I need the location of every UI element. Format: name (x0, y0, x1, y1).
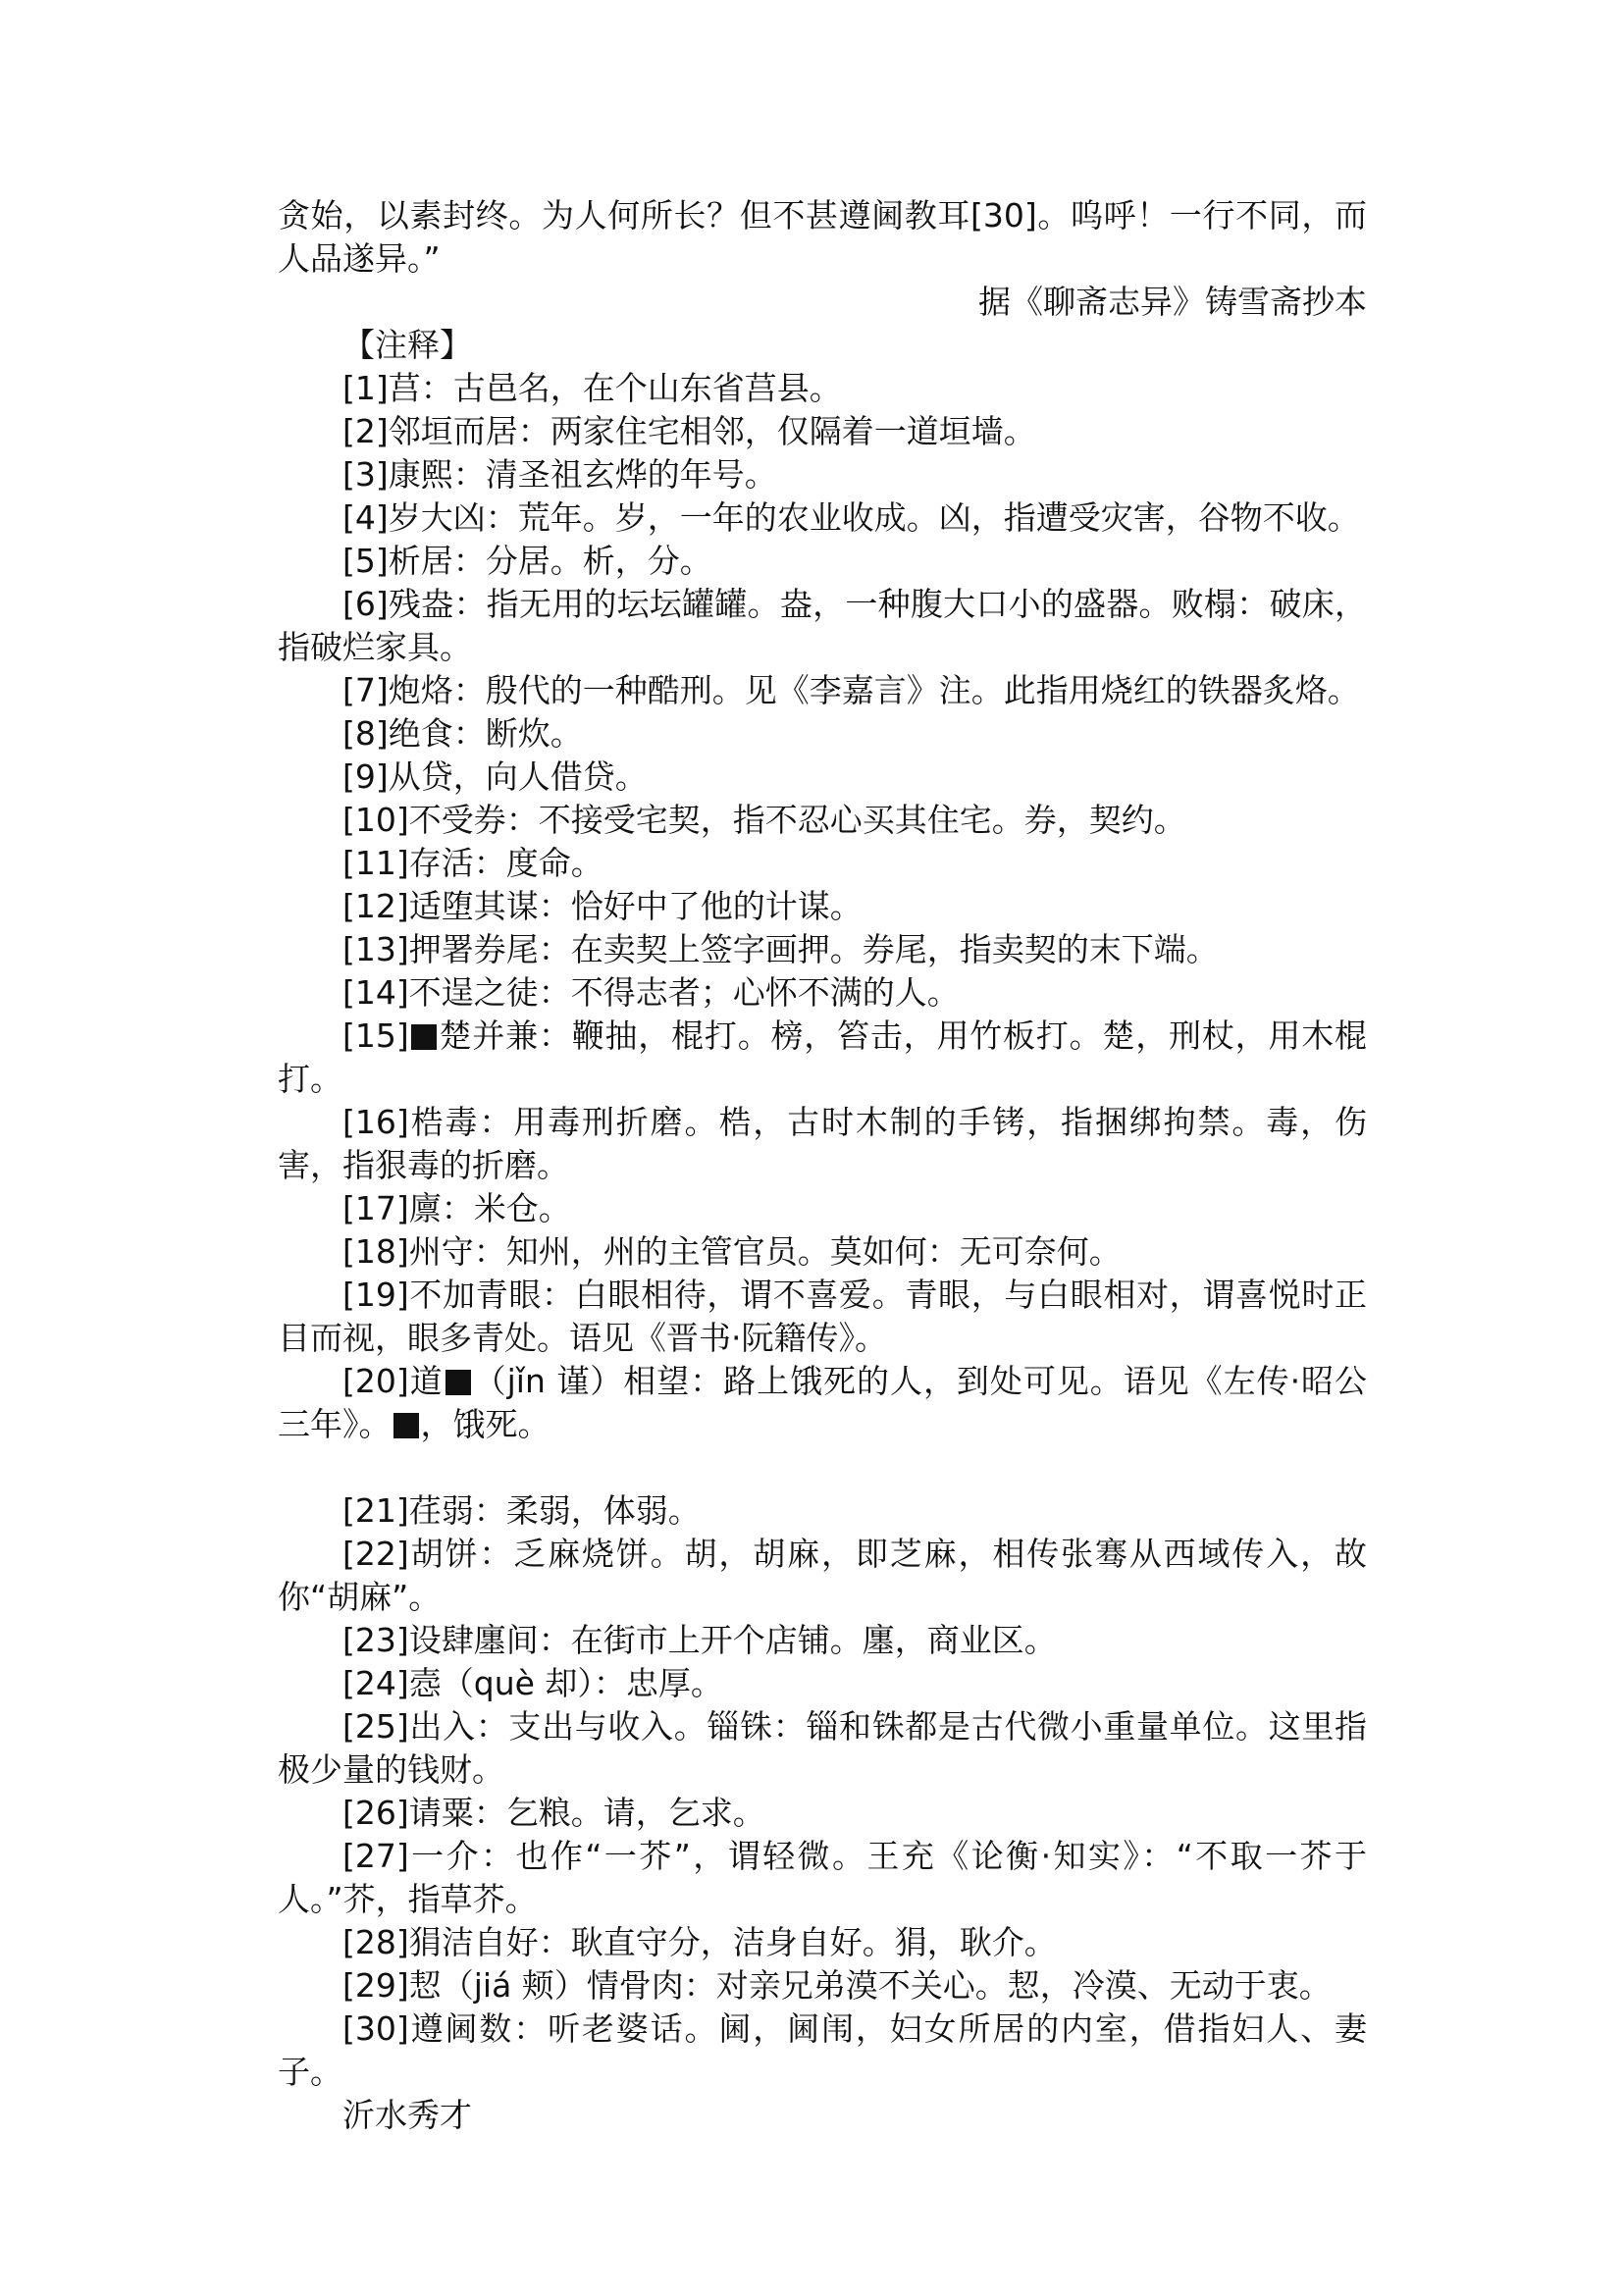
story-closing-paragraph: 贪始，以素封终。为人何所长？但不甚遵阃教耳[30]。呜呼！一行不同，而人品遂异。” (278, 196, 1367, 278)
annotation-item: [5]析居：分居。析，分。 (342, 542, 712, 580)
annotation-item: [4]岁大凶：荒年。岁，一年的农业收成。凶，指遭受灾害，谷物不收。 (342, 498, 1360, 537)
annotation-item: [24]悫（què 却）：忠厚。 (342, 1664, 723, 1702)
annotation-item-15 (278, 1015, 1367, 1101)
annotation-item: [3]康熙：清圣祖玄烨的年号。 (342, 455, 777, 494)
document-body (278, 194, 1367, 2137)
next-story-title: 沂水秀才 (342, 2096, 472, 2134)
annotation-text: （jǐn 谨）相望：路上饿死的人，到处可见。语见《左传·昭公三年》。 (278, 1362, 1368, 1443)
notes-heading: 【注释】 (342, 326, 472, 364)
annotation-item: [1]莒：古邑名，在个山东省莒县。 (342, 369, 842, 407)
annotation-item: [13]押署券尾：在卖契上签字画押。券尾，指卖契的末下端。 (342, 930, 1219, 968)
annotation-item: [7]炮烙：殷代的一种酷刑。见《李嘉言》注。此指用烧红的铁器炙烙。 (342, 671, 1360, 709)
blank-line (278, 1446, 1367, 1489)
annotation-text: [20]道 (342, 1362, 444, 1400)
annotation-text: 楚并兼：鞭抽，棍打。榜，笞击，用竹板打。楚，刑杖，用木棍打。 (278, 1017, 1367, 1098)
annotation-item: [30]遵阃数：听老婆话。阃，阃闱，妇女所居的内室，借指妇人、妻子。 (278, 2009, 1367, 2091)
annotation-item: [26]请粟：乞粮。请，乞求。 (342, 1794, 765, 1832)
annotation-item: [9]从贷，向人借贷。 (342, 757, 648, 796)
annotation-item: [8]绝食：断炊。 (342, 714, 583, 753)
missing-glyph-block (393, 1413, 419, 1438)
annotation-item: [19]不加青眼：白眼相待，谓不喜爱。青眼，与白眼相对，谓喜悦时正目而视，眼多青处。语见《晋书·阮籍传》。 (278, 1276, 1367, 1357)
annotation-item: [27]一介：也作“一芥”，谓轻微。王充《论衡·知实》：“不取一芥于人。”芥，指草芥。 (278, 1837, 1367, 1918)
annotation-item: [2]邻垣而居：两家住宅相邻，仅隔着一道垣墙。 (342, 412, 1036, 450)
annotation-item: [12]适堕其谋：恰好中了他的计谋。 (342, 887, 863, 925)
annotation-item: [16]梏毒：用毒刑折磨。梏，古时木制的手铐，指捆绑拘禁。毒，伤害，指狠毒的折磨。 (278, 1103, 1367, 1184)
annotation-item: [22]胡饼：乏麻烧饼。胡，胡麻，即芝麻，相传张骞从西域传入，故你“胡麻”。 (278, 1535, 1367, 1616)
annotation-number: [15] (342, 1017, 409, 1055)
annotation-item: [18]州守：知州，州的主管官员。莫如何：无可奈何。 (342, 1232, 1122, 1271)
annotation-item: [14]不逞之徒：不得志者；心怀不满的人。 (342, 973, 960, 1012)
annotation-item: [28]狷洁自好：耿直守分，洁身自好。狷，耿介。 (342, 1923, 1057, 1961)
missing-glyph-block (411, 1024, 437, 1050)
annotation-list (278, 367, 1367, 2094)
annotation-text: ，饿死。 (420, 1405, 550, 1443)
source-citation: 据《聊斋志异》铸雪斋抄本 (978, 283, 1367, 321)
annotation-item: [29]恝（jiá 颊）情骨肉：对亲兄弟漠不关心。恝，冷漠、无动于衷。 (342, 1966, 1332, 2005)
annotation-item: [25]出入：支出与收入。锱铢：锱和铢都是古代微小重量单位。这里指极少量的钱财。 (278, 1707, 1367, 1789)
annotation-item: [23]设肆廛间：在街市上开个店铺。廛，商业区。 (342, 1621, 1057, 1659)
annotation-item: [21]荏弱：柔弱，体弱。 (342, 1491, 701, 1530)
annotation-item: [17]廪：米仓。 (342, 1189, 571, 1227)
annotation-item: [6]残盎：指无用的坛坛罐罐。盎，一种腹大口小的盛器。败榻：破床，指破烂家具。 (278, 585, 1367, 666)
missing-glyph-block (445, 1370, 471, 1395)
annotation-item-20 (278, 1360, 1367, 1446)
annotation-item: [11]存活：度命。 (342, 844, 603, 882)
annotation-item: [10]不受券：不接受宅契，指不忍心买其住宅。券，契约。 (342, 801, 1186, 839)
